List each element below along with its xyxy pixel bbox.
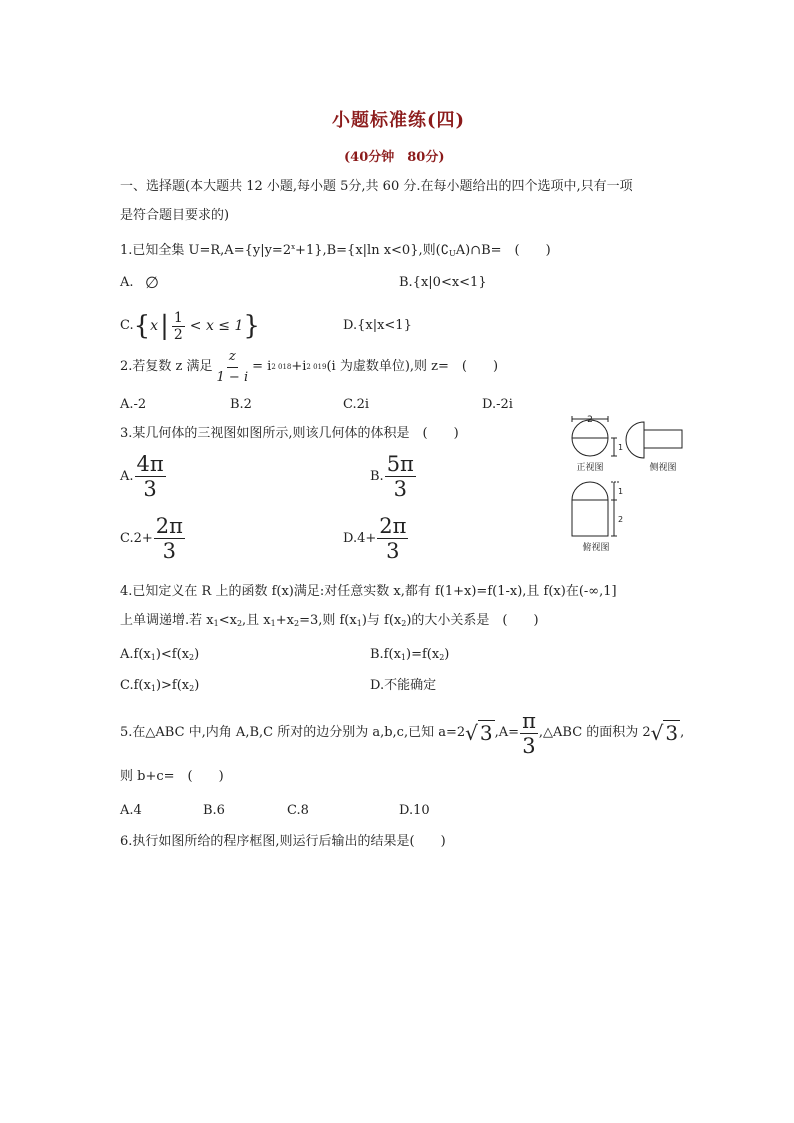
- q4-option-a: $A.f(x_1)<f(x_2)$: [120, 647, 200, 662]
- page-subtitle: (40分钟 80分): [344, 150, 445, 165]
- question-4-line1: 4.已知定义在 R 上的函数 f(x)满足:对任意实数 x,都有 f(1+x)=f(1-x),且 f(x)在(-∞,1]: [120, 584, 617, 599]
- front-view-label: 正视图: [576, 463, 604, 473]
- complement-symbol: ∁: [440, 243, 449, 258]
- q3-option-a: A. $\frac{4\pi}{3}$: [120, 452, 164, 501]
- q5-option-d: D.10: [399, 803, 430, 818]
- page-title: 小题标准练(四): [332, 110, 466, 131]
- sqrt-3-a: √ 3: [465, 721, 493, 745]
- q5-option-b: B.6: [203, 803, 225, 818]
- left-brace: {: [133, 311, 151, 341]
- q2-option-a: A.-2: [120, 397, 147, 412]
- empty-set-symbol: ∅: [145, 273, 159, 292]
- q1-option-d: D.{x|x<1}: [343, 318, 412, 333]
- question-3-stem: 3.某几何体的三视图如图所示,则该几何体的体积是 ( ): [120, 426, 459, 441]
- q3-option-d: D.4+ $\frac{2\pi}{3}$: [343, 514, 407, 563]
- question-5-line2: 则 b+c= ( ): [120, 769, 224, 784]
- q1-option-a: A.: [120, 275, 134, 290]
- section-instruction-line2: 是符合题目要求的): [120, 208, 230, 223]
- q1-option-c: C. { x | $\frac{1}{2}$ < x ≤ 1 }: [120, 309, 260, 343]
- q2-option-c: C.2i: [343, 397, 370, 412]
- q5-option-a: A.4: [120, 803, 142, 818]
- three-view-figure: [564, 412, 690, 554]
- sqrt-3-b: √ 3: [650, 721, 679, 745]
- dim-front-right-label: 1: [618, 443, 624, 452]
- side-view-label: 侧视图: [649, 463, 677, 473]
- q2-option-b: B.2: [230, 397, 252, 412]
- section-instruction-line1: 一、选择题(本大题共 12 小题,每小题 5分,共 60 分.在每小题给出的四个选项中,只有一项: [120, 179, 633, 194]
- q1-option-b: B.{x|0<x<1}: [399, 275, 487, 290]
- question-5-stem: 5.在△ABC 中,内角 A,B,C 所对的边分别为 a,b,c,已知 a=2 √ 3 ,A= $\frac{\pi}{3}$ ,△ABC 的面积为 2 √ 3 ,: [120, 708, 685, 758]
- dim-top-label: 2: [587, 415, 593, 425]
- dim-top-right-1-label: 1: [618, 487, 624, 496]
- top-view-label: 俯视图: [582, 543, 610, 553]
- question-2-stem: 2.若复数 z 满足 $\frac{z}{1 - i}$ = i 2 018 +i 2 019 (i 为虚数单位),则 z= ( ): [120, 348, 499, 385]
- q4-option-c: $C.f(x_1)>f(x_2)$: [120, 678, 200, 693]
- question-6-stem: 6.执行如图所给的程序框图,则运行后输出的结果是( ): [120, 834, 446, 849]
- top-view-shape: [572, 482, 608, 500]
- right-brace: }: [243, 311, 260, 341]
- dim-top-right-2-label: 2: [618, 515, 624, 524]
- q4-option-d: D.不能确定: [370, 678, 437, 693]
- q3-option-c: C.2+ $\frac{2\pi}{3}$: [120, 514, 183, 563]
- question-4-line2: 上单调递增.若 $x_1<x_2$,且 $x_1+x_2=3$,则 $f(x_1)$与 $f(x_2)$的大小关系是 ( ): [120, 613, 539, 628]
- q4-option-b: $B.f(x_1)=f(x_2)$: [370, 647, 450, 662]
- q2-option-d: D.-2i: [482, 397, 513, 412]
- q5-option-c: C.8: [287, 803, 309, 818]
- side-view-shape: [626, 422, 644, 458]
- q3-option-b: B. $\frac{5\pi}{3}$: [370, 452, 414, 501]
- question-1-stem: 1.已知全集 $U=R,A=\{y|y=2^x+1\},B=\{x|\ln$ x<0},则$(∁_UA)\cap B=$ ( ): [120, 243, 551, 258]
